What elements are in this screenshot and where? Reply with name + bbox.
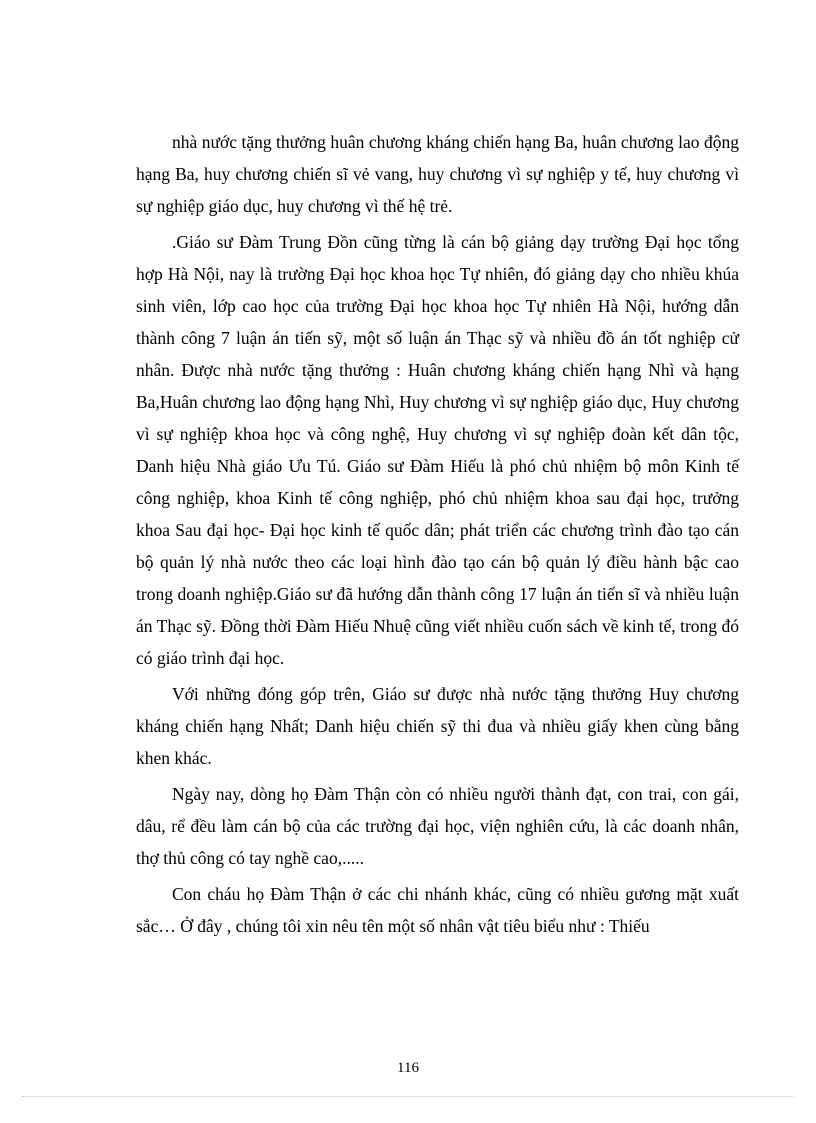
page-number: 116 bbox=[397, 1060, 419, 1076]
paragraph-3: Với những đóng góp trên, Giáo sư được nhà nước tặng thưởng Huy chương kháng chiến hạng Nhất; Danh hiệu chiến sỹ thi đua và nhiều giấy khen cùng bằng khen khác. bbox=[136, 684, 739, 768]
paragraph-1: nhà nước tặng thưởng huân chương kháng chiến hạng Ba, huân chương lao động hạng Ba, huy chương chiến sĩ vẻ vang, huy chương vì sự nghiệp y tế, huy chương vì sự nghiệp giáo dục, huy chương vì thế hệ trẻ. bbox=[136, 132, 739, 216]
paragraph-4: Ngày nay, dòng họ Đàm Thận còn có nhiều người thành đạt, con trai, con gái, dâu, rể đều làm cán bộ của các trường đại học, viện nghiên cứu, là các doanh nhân, thợ thủ công có tay nghề cao,..... bbox=[136, 784, 739, 868]
page-bottom-divider bbox=[22, 1096, 794, 1097]
paragraph-5: Con cháu họ Đàm Thận ở các chi nhánh khác, cũng có nhiều gương mặt xuất sắc… Ở đây , chúng tôi xin nêu tên một số nhân vật tiêu biểu như : Thiếu bbox=[136, 884, 739, 936]
paragraph-2: .Giáo sư Đàm Trung Đồn cũng từng là cán bộ giảng dạy trường Đại học tổng hợp Hà Nội, nay là trường Đại học khoa học Tự nhiên, đó giảng dạy cho nhiều khúa sinh viên, lớp cao học của trường Đại học khoa học Tự nhiên Hà Nội, hướng dẫn thành công 7 luận án tiến sỹ, một số luận án Thạc sỹ và nhiều đồ án tốt nghiệp cử nhân. Được nhà nước tặng thưởng : Huân chương kháng chiến hạng Nhì và hạng Ba,Huân chương lao động hạng Nhì, Huy chương vì sự nghiệp giáo dục, Huy chương vì sự nghiệp khoa học và công nghệ, Huy chương vì sự nghiệp đoàn kết dân tộc, Danh hiệu Nhà giáo Ưu Tú. Giáo sư Đàm Hiếu là phó chủ nhiệm bộ môn Kinh tế công nghiệp, khoa Kinh tế công nghiệp, phó chủ nhiệm khoa sau đại học, trưởng khoa Sau đại học- Đại học kinh tế quốc dân; phát triển các chương trình đào tạo cán bộ quản lý nhà nước theo các loại hình đào tạo cán bộ quản lý điều hành bậc cao trong doanh nghiệp.Giáo sư đã hướng dẫn thành công 17 luận án tiến sĩ và nhiều luận án Thạc sỹ. Đồng thời Đàm Hiếu Nhuệ cũng viết nhiều cuốn sách về kinh tế, trong đó có giáo trình đại học. bbox=[136, 232, 739, 668]
document-body bbox=[136, 126, 739, 946]
